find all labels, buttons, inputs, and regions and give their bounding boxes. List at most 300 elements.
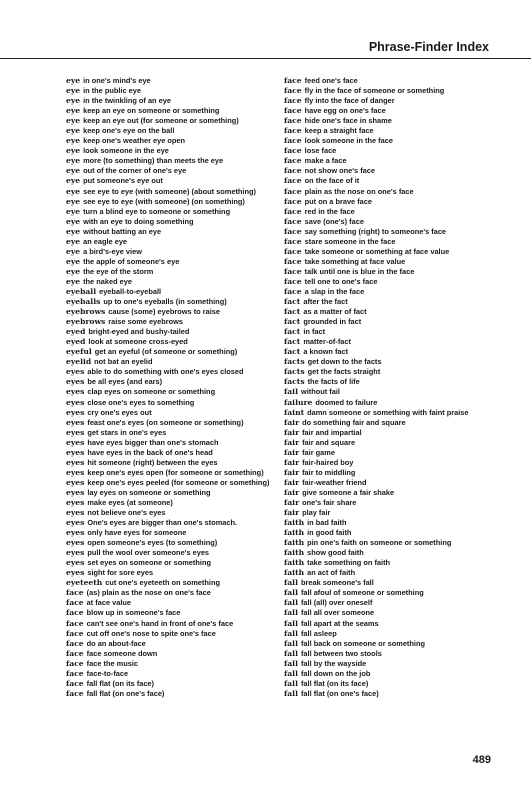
phrase: grounded in fact bbox=[303, 317, 362, 327]
index-entry bbox=[284, 387, 469, 397]
phrase: not believe one's eyes bbox=[87, 508, 166, 518]
headword: eye bbox=[66, 226, 81, 236]
phrase: fall asleep bbox=[300, 628, 337, 638]
headword: eyes bbox=[66, 427, 85, 437]
phrase: fall flat (on one's face) bbox=[86, 688, 165, 698]
headword: faith bbox=[284, 568, 305, 578]
phrase: at face value bbox=[86, 598, 132, 608]
phrase: the facts of life bbox=[307, 377, 360, 387]
index-entry bbox=[284, 478, 469, 488]
phrase: get an eyeful (of someone or something) bbox=[94, 347, 238, 357]
index-entry bbox=[284, 568, 469, 578]
headword: fail bbox=[284, 387, 298, 397]
index-entry bbox=[66, 317, 269, 327]
phrase: hide one's face in shame bbox=[304, 116, 392, 126]
phrase: turn a blind eye to someone or something bbox=[83, 206, 231, 216]
headword: eyed bbox=[66, 337, 86, 347]
headword: fair bbox=[284, 457, 300, 467]
page-number: 489 bbox=[472, 754, 491, 766]
headword: fair bbox=[284, 447, 300, 457]
index-entry bbox=[66, 327, 269, 337]
phrase: have eyes bigger than one's stomach bbox=[87, 437, 219, 447]
phrase: lay eyes on someone or something bbox=[87, 487, 211, 497]
headword: fair bbox=[284, 508, 300, 518]
index-entry bbox=[284, 277, 469, 287]
phrase: a bird's-eye view bbox=[83, 246, 142, 256]
index-entry bbox=[66, 257, 269, 267]
headword: fall bbox=[284, 638, 298, 648]
headword: face bbox=[284, 156, 302, 166]
phrase: an eagle eye bbox=[83, 236, 128, 246]
headword: fair bbox=[284, 437, 300, 447]
phrase: do something fair and square bbox=[302, 417, 406, 427]
headword: eyes bbox=[66, 377, 85, 387]
phrase: play fair bbox=[302, 508, 331, 518]
index-entry bbox=[66, 357, 269, 367]
headword: face bbox=[284, 266, 302, 276]
headword: eyes bbox=[66, 568, 85, 578]
phrase: in the twinkling of an eye bbox=[83, 96, 171, 106]
index-entry bbox=[66, 156, 269, 166]
headword: eyes bbox=[66, 528, 85, 538]
phrase: put someone's eye out bbox=[83, 176, 163, 186]
headword: eye bbox=[66, 116, 81, 126]
phrase: fall flat (on one's face) bbox=[300, 688, 379, 698]
headword: eyes bbox=[66, 397, 85, 407]
index-entry bbox=[66, 126, 269, 136]
index-entry bbox=[66, 468, 269, 478]
headword: eyed bbox=[66, 327, 86, 337]
phrase: plain as the nose on one's face bbox=[304, 186, 414, 196]
headword: eyes bbox=[66, 437, 85, 447]
phrase: without fail bbox=[300, 387, 340, 397]
phrase: matter-of-fact bbox=[303, 337, 351, 347]
phrase: fall apart at the seams bbox=[300, 618, 379, 628]
headword: fair bbox=[284, 427, 300, 437]
headword: face bbox=[66, 608, 84, 618]
index-entry bbox=[66, 478, 269, 488]
phrase: keep one's eyes peeled (for someone or something) bbox=[87, 477, 270, 487]
headword: eyeteeth bbox=[66, 578, 103, 588]
phrase: break someone's fall bbox=[300, 578, 374, 588]
phrase: close one's eyes to something bbox=[87, 397, 195, 407]
headword: eyes bbox=[66, 367, 85, 377]
headword: eye bbox=[66, 96, 81, 106]
phrase: see eye to eye (with someone) (on something) bbox=[83, 196, 245, 206]
headword: faint bbox=[284, 407, 305, 417]
phrase: keep one's eyes open (for someone or something) bbox=[87, 467, 264, 477]
running-head: Phrase-Finder Index bbox=[368, 40, 489, 54]
phrase: without batting an eye bbox=[83, 226, 162, 236]
headword: fall bbox=[284, 628, 298, 638]
index-entry bbox=[284, 267, 469, 277]
headword: face bbox=[284, 286, 302, 296]
index-entry bbox=[284, 136, 469, 146]
headword: faith bbox=[284, 518, 305, 528]
index-entry bbox=[284, 418, 469, 428]
phrase: fall down on the job bbox=[300, 668, 371, 678]
headword: fact bbox=[284, 317, 301, 327]
phrase: in good faith bbox=[307, 528, 352, 538]
phrase: stare someone in the face bbox=[304, 236, 396, 246]
index-entry bbox=[284, 247, 469, 257]
index-entry bbox=[284, 629, 469, 639]
headword: fact bbox=[284, 307, 301, 317]
index-entry bbox=[66, 619, 269, 629]
index-entry bbox=[66, 116, 269, 126]
index-entry bbox=[284, 86, 469, 96]
index-entry bbox=[284, 146, 469, 156]
headword: eye bbox=[66, 246, 81, 256]
index-entry bbox=[284, 257, 469, 267]
index-entry bbox=[66, 237, 269, 247]
phrase: keep an eye on someone or something bbox=[83, 106, 220, 116]
headword: face bbox=[66, 668, 84, 678]
index-entry bbox=[284, 156, 469, 166]
phrase: have eyes in the back of one's head bbox=[87, 447, 213, 457]
index-entry bbox=[66, 428, 269, 438]
phrase: face someone down bbox=[86, 648, 158, 658]
phrase: fall flat (on its face) bbox=[300, 678, 369, 688]
headword: fair bbox=[284, 477, 300, 487]
headword: eyes bbox=[66, 497, 85, 507]
index-entry bbox=[284, 166, 469, 176]
headword: fall bbox=[284, 688, 298, 698]
headword: face bbox=[66, 588, 84, 598]
index-entry bbox=[284, 337, 469, 347]
index-entry bbox=[284, 287, 469, 297]
index-entry bbox=[66, 588, 269, 598]
headword: face bbox=[284, 136, 302, 146]
index-entry bbox=[66, 106, 269, 116]
phrase: talk until one is blue in the face bbox=[304, 266, 415, 276]
headword: fall bbox=[284, 658, 298, 668]
headword: eye bbox=[66, 216, 81, 226]
index-entry bbox=[284, 669, 469, 679]
headword: eye bbox=[66, 156, 81, 166]
phrase: look at someone cross-eyed bbox=[88, 337, 188, 347]
index-entry bbox=[284, 76, 469, 86]
index-entry bbox=[284, 558, 469, 568]
index-entry bbox=[66, 598, 269, 608]
index-entry bbox=[284, 679, 469, 689]
headword: faith bbox=[284, 538, 305, 548]
index-entry bbox=[284, 237, 469, 247]
index-entry bbox=[284, 197, 469, 207]
phrase: red in the face bbox=[304, 206, 355, 216]
headword: face bbox=[284, 226, 302, 236]
phrase: face-to-face bbox=[86, 668, 129, 678]
index-entry bbox=[66, 669, 269, 679]
index-entry bbox=[284, 608, 469, 618]
index-entry bbox=[284, 588, 469, 598]
phrase: the naked eye bbox=[83, 276, 132, 286]
headword: face bbox=[66, 678, 84, 688]
phrase: sight for sore eyes bbox=[87, 568, 154, 578]
index-column-right bbox=[284, 76, 469, 699]
index-entry bbox=[66, 337, 269, 347]
phrase: fair and impartial bbox=[302, 427, 362, 437]
phrase: after the fact bbox=[303, 297, 348, 307]
headword: face bbox=[284, 126, 302, 136]
index-entry bbox=[284, 307, 469, 317]
index-entry bbox=[284, 297, 469, 307]
phrase: say something (right) to someone's face bbox=[304, 226, 447, 236]
index-entry bbox=[284, 317, 469, 327]
phrase: do an about-face bbox=[86, 638, 146, 648]
headword: eyebrows bbox=[66, 307, 106, 317]
phrase: keep one's weather eye open bbox=[83, 136, 186, 146]
index-entry bbox=[66, 136, 269, 146]
headword: face bbox=[66, 598, 84, 608]
headword: fall bbox=[284, 648, 298, 658]
index-entry bbox=[66, 608, 269, 618]
headword: facts bbox=[284, 377, 305, 387]
phrase: in one's mind's eye bbox=[83, 76, 151, 85]
index-entry bbox=[66, 247, 269, 257]
index-entry bbox=[284, 528, 469, 538]
index-entry bbox=[66, 217, 269, 227]
phrase: pin one's faith on someone or something bbox=[307, 538, 452, 548]
headword: eye bbox=[66, 236, 81, 246]
headword: faith bbox=[284, 528, 305, 538]
headword: face bbox=[284, 186, 302, 196]
index-entry bbox=[284, 518, 469, 528]
headword: faith bbox=[284, 548, 305, 558]
index-entry bbox=[66, 347, 269, 357]
index-entry bbox=[66, 387, 269, 397]
phrase: cut one's eyeteeth on something bbox=[105, 578, 220, 588]
phrase: cry one's eyes out bbox=[87, 407, 152, 417]
phrase: give someone a fair shake bbox=[302, 487, 395, 497]
phrase: take someone or something at face value bbox=[304, 246, 450, 256]
phrase: the apple of someone's eye bbox=[83, 256, 180, 266]
phrase: fair and square bbox=[302, 437, 356, 447]
headword: face bbox=[66, 618, 84, 628]
phrase: an act of faith bbox=[307, 568, 356, 578]
phrase: fly in the face of someone or something bbox=[304, 86, 445, 96]
headword: eyes bbox=[66, 487, 85, 497]
phrase: (as) plain as the nose on one's face bbox=[86, 588, 211, 598]
phrase: feast one's eyes (on someone or something) bbox=[87, 417, 244, 427]
phrase: a slap in the face bbox=[304, 286, 365, 296]
index-entry bbox=[284, 327, 469, 337]
phrase: able to do something with one's eyes closed bbox=[87, 367, 244, 377]
headword: eyes bbox=[66, 457, 85, 467]
phrase: raise some eyebrows bbox=[108, 317, 184, 327]
index-entry bbox=[284, 649, 469, 659]
phrase: blow up in someone's face bbox=[86, 608, 181, 618]
headword: face bbox=[284, 206, 302, 216]
phrase: as a matter of fact bbox=[303, 307, 367, 317]
index-entry bbox=[66, 166, 269, 176]
index-entry bbox=[284, 106, 469, 116]
phrase: One's eyes are bigger than one's stomach. bbox=[87, 518, 238, 528]
index-entry bbox=[66, 267, 269, 277]
index-entry bbox=[66, 418, 269, 428]
phrase: fall all over someone bbox=[300, 608, 375, 618]
index-entry bbox=[66, 558, 269, 568]
index-entry bbox=[66, 96, 269, 106]
headword: eye bbox=[66, 166, 81, 176]
headword: facts bbox=[284, 367, 305, 377]
index-entry bbox=[66, 307, 269, 317]
headword: eyebrows bbox=[66, 317, 106, 327]
headword: face bbox=[284, 146, 302, 156]
index-entry bbox=[284, 126, 469, 136]
phrase: a known fact bbox=[303, 347, 349, 357]
headword: eyes bbox=[66, 558, 85, 568]
phrase: have egg on one's face bbox=[304, 106, 386, 116]
headword: face bbox=[66, 648, 84, 658]
index-entry bbox=[284, 367, 469, 377]
phrase: save (one's) face bbox=[304, 216, 364, 226]
index-entry bbox=[284, 227, 469, 237]
phrase: damn someone or something with faint praise bbox=[307, 407, 469, 417]
phrase: feed one's face bbox=[304, 76, 358, 85]
phrase: keep one's eye on the ball bbox=[83, 126, 175, 136]
index-entry bbox=[284, 458, 469, 468]
index-entry bbox=[66, 689, 269, 699]
index-entry bbox=[66, 377, 269, 387]
phrase: fair game bbox=[302, 447, 335, 457]
headword: eye bbox=[66, 136, 81, 146]
index-entry bbox=[66, 297, 269, 307]
index-entry bbox=[284, 438, 469, 448]
phrase: get the facts straight bbox=[307, 367, 381, 377]
headword: face bbox=[284, 236, 302, 246]
index-entry bbox=[66, 649, 269, 659]
phrase: take something on faith bbox=[307, 558, 391, 568]
phrase: in the public eye bbox=[83, 86, 141, 96]
headword: face bbox=[284, 116, 302, 126]
index-entry bbox=[66, 639, 269, 649]
headword: eye bbox=[66, 126, 81, 136]
index-entry bbox=[284, 96, 469, 106]
headword: eye bbox=[66, 76, 81, 85]
phrase: cause (some) eyebrows to raise bbox=[108, 307, 220, 317]
index-entry bbox=[66, 146, 269, 156]
phrase: with an eye to doing something bbox=[83, 216, 194, 226]
headword: eye bbox=[66, 256, 81, 266]
headword: eyeball bbox=[66, 286, 97, 296]
headword: eye bbox=[66, 206, 81, 216]
index-entry bbox=[66, 568, 269, 578]
headword: fall bbox=[284, 608, 298, 618]
headword: faith bbox=[284, 558, 305, 568]
index-entry bbox=[66, 408, 269, 418]
index-column-left bbox=[66, 76, 269, 699]
phrase: not show one's face bbox=[304, 166, 375, 176]
phrase: out of the corner of one's eye bbox=[83, 166, 187, 176]
headword: face bbox=[284, 246, 302, 256]
phrase: fall by the wayside bbox=[300, 658, 367, 668]
phrase: see eye to eye (with someone) (about something) bbox=[83, 186, 256, 196]
index-entry bbox=[66, 548, 269, 558]
index-entry bbox=[66, 538, 269, 548]
headword: face bbox=[284, 176, 302, 186]
index-entry bbox=[66, 367, 269, 377]
phrase: fall afoul of someone or something bbox=[300, 588, 424, 598]
headword: face bbox=[284, 106, 302, 116]
headword: fair bbox=[284, 467, 300, 477]
headword: eyeballs bbox=[66, 297, 101, 307]
phrase: look someone in the face bbox=[304, 136, 393, 146]
header-rule bbox=[0, 58, 531, 59]
headword: eyes bbox=[66, 538, 85, 548]
index-entry bbox=[66, 629, 269, 639]
headword: eye bbox=[66, 276, 81, 286]
phrase: put on a brave face bbox=[304, 196, 373, 206]
headword: face bbox=[66, 658, 84, 668]
phrase: the eye of the storm bbox=[83, 266, 154, 276]
headword: fact bbox=[284, 327, 301, 337]
headword: eyes bbox=[66, 387, 85, 397]
index-entry bbox=[66, 508, 269, 518]
index-entry bbox=[66, 458, 269, 468]
index-entry bbox=[284, 347, 469, 357]
index-entry bbox=[284, 659, 469, 669]
headword: face bbox=[284, 256, 302, 266]
phrase: more (to something) than meets the eye bbox=[83, 156, 224, 166]
index-entry bbox=[66, 448, 269, 458]
phrase: on the face of it bbox=[304, 176, 360, 186]
phrase: clap eyes on someone or something bbox=[87, 387, 216, 397]
headword: face bbox=[284, 86, 302, 96]
index-entry bbox=[284, 488, 469, 498]
index-entry bbox=[284, 357, 469, 367]
index-entry bbox=[66, 578, 269, 588]
index-entry bbox=[66, 197, 269, 207]
index-entry bbox=[66, 227, 269, 237]
headword: face bbox=[284, 76, 302, 85]
phrase: fly into the face of danger bbox=[304, 96, 395, 106]
phrase: doomed to failure bbox=[315, 397, 378, 407]
phrase: in bad faith bbox=[307, 518, 347, 528]
headword: eyes bbox=[66, 508, 85, 518]
phrase: fair-haired boy bbox=[302, 457, 354, 467]
index-entry bbox=[66, 287, 269, 297]
headword: face bbox=[284, 96, 302, 106]
headword: eyes bbox=[66, 477, 85, 487]
headword: eye bbox=[66, 106, 81, 116]
phrase: fall (all) over oneself bbox=[300, 598, 373, 608]
phrase: face the music bbox=[86, 658, 139, 668]
headword: face bbox=[284, 276, 302, 286]
index-entry bbox=[66, 176, 269, 186]
headword: failure bbox=[284, 397, 313, 407]
index-entry bbox=[284, 448, 469, 458]
index-entry bbox=[66, 76, 269, 86]
index-entry bbox=[284, 548, 469, 558]
phrase: cut off one's nose to spite one's face bbox=[86, 628, 216, 638]
index-entry bbox=[284, 116, 469, 126]
phrase: make a face bbox=[304, 156, 347, 166]
index-entry bbox=[284, 468, 469, 478]
headword: fall bbox=[284, 578, 298, 588]
phrase: in fact bbox=[303, 327, 326, 337]
phrase: up to one's eyeballs (in something) bbox=[103, 297, 227, 307]
index-entry bbox=[66, 86, 269, 96]
phrase: open someone's eyes (to something) bbox=[87, 538, 218, 548]
headword: face bbox=[284, 166, 302, 176]
phrase: get stars in one's eyes bbox=[87, 427, 167, 437]
index-entry bbox=[284, 176, 469, 186]
headword: eye bbox=[66, 146, 81, 156]
headword: eyelid bbox=[66, 357, 92, 367]
headword: eye bbox=[66, 186, 81, 196]
headword: eye bbox=[66, 266, 81, 276]
